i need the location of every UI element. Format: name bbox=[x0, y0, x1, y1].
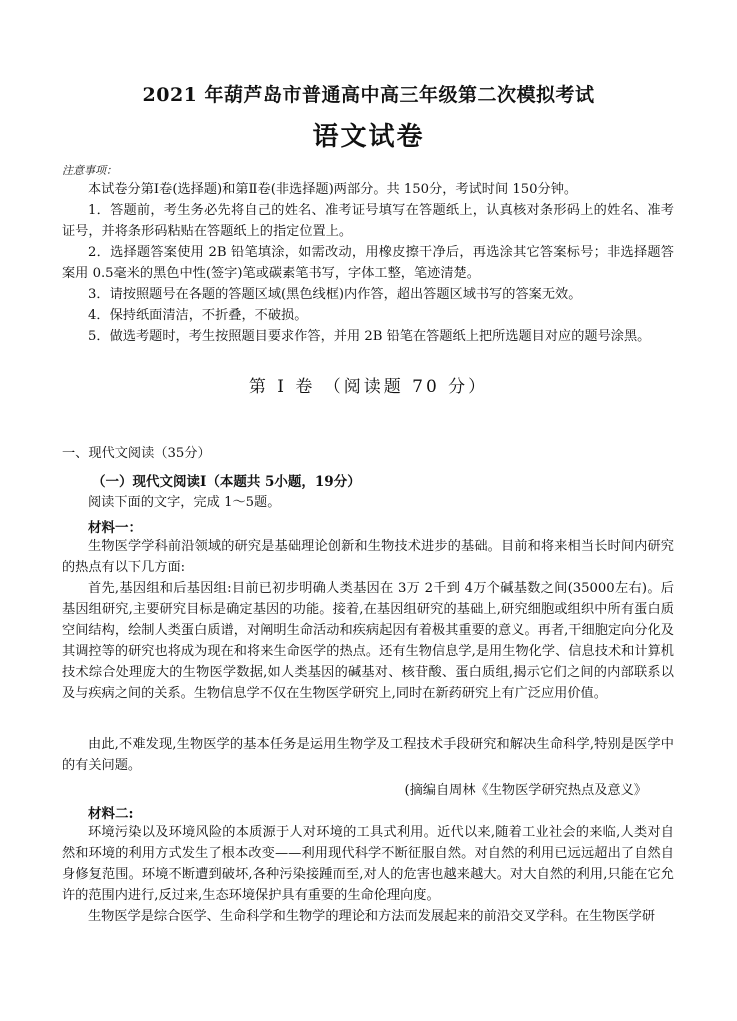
notes-item-4: 4．保持纸面清洁，不折叠，不破损。 bbox=[88, 308, 308, 323]
notes-item-1: 1．答题前，考生务必先将自己的姓名、准考证号填写在答题纸上，认真核对条形码上的姓名、准考证号，并将条形码粘贴在答题纸上的指定位置上。 bbox=[62, 203, 674, 239]
material1-citation: (摘编自周林《生物医学研究热点及意义》 bbox=[404, 783, 647, 798]
exam-title: 2021 年葫芦岛市普通高中高三年级第二次模拟考试 bbox=[142, 84, 595, 106]
sub-heading: （一）现代文阅读Ⅰ（本题共 5小题，19分） bbox=[92, 474, 361, 490]
material1-heading: 材料一： bbox=[88, 520, 142, 536]
notes-item-3: 3．请按照题号在各题的答题区域(黑色线框)内作答，超出答题区域书写的答案无效。 bbox=[88, 287, 582, 302]
notes-item-5: 5．做选考题时，考生按照题目要求作答，并用 2B 铅笔在答题纸上把所选题目对应的题号涂黑。 bbox=[88, 329, 651, 344]
material2-paragraph-1: 环境污染以及环境风险的本质源于人对环境的工具式利用。近代以来,随着工业社会的来临,人类对自然和环境的利用方式发生了根本改变——利用现代科学不断征服自然。对自然的利用已远远超出了自然自身修复范围。环境不断遭到破坏,各种污染接踵而至,对人的危害也越来越大。对大自然的利用,只能在它允许的范围内进行,反过来,生态环境保护具有重要的生命伦理向度。 bbox=[62, 825, 674, 903]
notes-item-intro: 本试卷分第Ⅰ卷(选择题)和第Ⅱ卷(非选择题)两部分。共 150分，考试时间 150分钟。 bbox=[88, 182, 578, 197]
material1-paragraph-2: 首先,基因组和后基因组:目前已初步明确人类基因在 3万 2千到 4万个碱基数之间(35000左右)。后基因组研究,主要研究目标是确定基因的功能。接着,在基因组研究的基础上,研究细胞或组织中所有蛋白质空间结构，绘制人类蛋白质谱，对阐明生命活动和疾病起因有着极其重要的意义。再者,干细胞定向分化及其调控等的研究也将成为现在和将来生命医学的热点。还有生物信息学,是用生物化学、信息技术和计算机技术综合处理庞大的生物医学数据,如人类基因的碱基对、核苷酸、蛋白质组,揭示它们之间的内部联系以及与疾病之间的关系。生物信息学不仅在生物医学研究上,同时在新药研究上有广泛应用价值。 bbox=[62, 581, 674, 701]
part-heading: 一、现代文阅读（35分） bbox=[62, 446, 211, 461]
subject-title: 语文试卷 bbox=[312, 122, 425, 152]
notes-item-2: 2．选择题答案使用 2B 铅笔填涂，如需改动，用橡皮擦干净后，再选涂其它答案标号；非选择题答案用 0.5毫米的黑色中性(签字)笔或碳素笔书写，字体工整，笔迹清楚。 bbox=[62, 245, 674, 281]
section-title: 第 I 卷 （阅读题 70 分） bbox=[248, 377, 489, 397]
material2-heading: 材料二: bbox=[88, 806, 134, 822]
material2-paragraph-2: 生物医学是综合医学、生命科学和生物学的理论和方法而发展起来的前沿交叉学科。在生物医学研 bbox=[88, 909, 656, 924]
instruction: 阅读下面的文字，完成 1～5题。 bbox=[88, 495, 281, 510]
material1-paragraph-1: 生物医学学科前沿领域的研究是基础理论创新和生物技术进步的基础。目前和将来相当长时间内研究的热点有以下几方面: bbox=[62, 539, 674, 575]
material1-paragraph-3: 由此,不难发现,生物医学的基本任务是运用生物学及工程技术手段研究和解决生命科学,特别是医学中的有关问题。 bbox=[62, 737, 674, 773]
notes-heading: 注意事项： bbox=[62, 164, 117, 177]
